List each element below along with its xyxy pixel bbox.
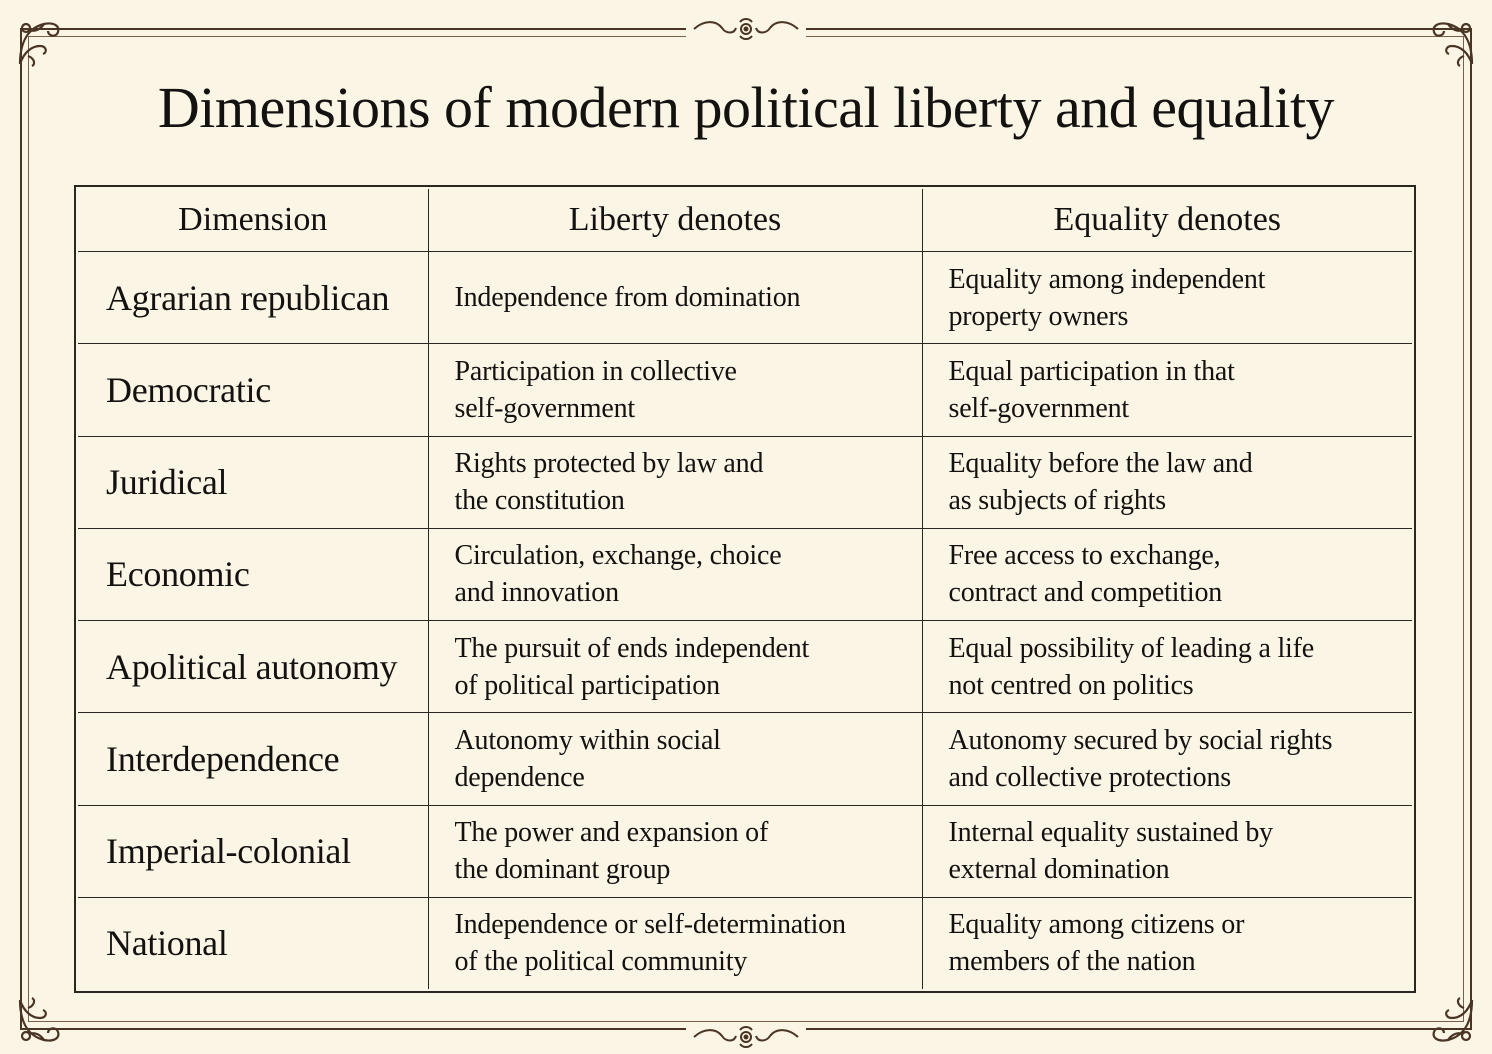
equality-text-line: Equality among independent bbox=[948, 263, 1266, 295]
corner-flourish-icon bbox=[14, 16, 68, 70]
corner-flourish-icon bbox=[1424, 16, 1478, 70]
equality-text-line: Equal possibility of leading a life bbox=[948, 632, 1314, 664]
liberty-text-line: of political participation bbox=[454, 669, 720, 701]
liberty-text-line: The power and expansion of bbox=[454, 817, 769, 849]
table-row bbox=[78, 621, 1412, 713]
table-row bbox=[78, 344, 1412, 436]
dimension-cell: Juridical bbox=[78, 436, 428, 528]
equality-text-line: Autonomy secured by social rights bbox=[948, 724, 1333, 756]
dimension-cell: Imperial-colonial bbox=[78, 805, 428, 897]
table-row bbox=[78, 805, 1412, 897]
table-row bbox=[78, 713, 1412, 805]
equality-cell bbox=[922, 805, 1412, 897]
liberty-text-line: Independence from domination bbox=[454, 282, 801, 314]
table-body bbox=[78, 252, 1412, 990]
dimension-cell: Apolitical autonomy bbox=[78, 621, 428, 713]
column-header-dimension: Dimension bbox=[78, 189, 428, 252]
liberty-cell bbox=[428, 805, 922, 897]
equality-text-line: Equality before the law and bbox=[948, 448, 1253, 480]
column-header-liberty: Liberty denotes bbox=[428, 189, 922, 252]
liberty-text-line: self-government bbox=[454, 392, 635, 424]
equality-text-line: as subjects of rights bbox=[948, 485, 1166, 517]
liberty-text-line: Circulation, exchange, choice bbox=[454, 540, 782, 572]
equality-cell bbox=[922, 344, 1412, 436]
dimension-cell: National bbox=[78, 897, 428, 989]
equality-text-line: external domination bbox=[948, 854, 1170, 886]
dimension-cell: Democratic bbox=[78, 344, 428, 436]
equality-text-line: Internal equality sustained by bbox=[948, 817, 1273, 849]
table-row bbox=[78, 897, 1412, 989]
equality-text-line: property owners bbox=[948, 300, 1129, 332]
liberty-text-line: Participation in collective bbox=[454, 355, 737, 387]
dimension-cell: Economic bbox=[78, 528, 428, 620]
liberty-text-line: The pursuit of ends independent bbox=[454, 632, 810, 664]
liberty-cell bbox=[428, 621, 922, 713]
liberty-cell bbox=[428, 344, 922, 436]
equality-text-line: Equal participation in that bbox=[948, 355, 1235, 387]
equality-cell bbox=[922, 713, 1412, 805]
liberty-cell bbox=[428, 713, 922, 805]
liberty-text-line: Independence or self-determination bbox=[454, 909, 846, 941]
table-row bbox=[78, 436, 1412, 528]
liberty-cell bbox=[428, 528, 922, 620]
liberty-text-line: Autonomy within social bbox=[454, 724, 721, 756]
equality-text-line: not centred on politics bbox=[948, 669, 1194, 701]
equality-text-line: members of the nation bbox=[948, 946, 1196, 978]
comparison-table bbox=[74, 185, 1416, 993]
liberty-cell bbox=[428, 252, 922, 344]
corner-flourish-icon bbox=[1424, 994, 1478, 1048]
liberty-text-line: the dominant group bbox=[454, 854, 671, 886]
column-header-equality: Equality denotes bbox=[922, 189, 1412, 252]
equality-cell bbox=[922, 436, 1412, 528]
scroll-ornament-icon bbox=[686, 1022, 806, 1052]
liberty-text-line: Rights protected by law and bbox=[454, 448, 764, 480]
table-row bbox=[78, 528, 1412, 620]
liberty-text-line: and innovation bbox=[454, 577, 619, 609]
table-header-row bbox=[78, 189, 1412, 252]
page-title: Dimensions of modern political liberty and equality bbox=[157, 75, 1335, 140]
equality-text-line: Free access to exchange, bbox=[948, 540, 1221, 572]
equality-cell bbox=[922, 528, 1412, 620]
equality-text-line: Equality among citizens or bbox=[948, 909, 1245, 941]
equality-text-line: and collective protections bbox=[948, 761, 1231, 793]
corner-flourish-icon bbox=[14, 994, 68, 1048]
liberty-text-line: of the political community bbox=[454, 946, 748, 978]
table-row bbox=[78, 252, 1412, 344]
liberty-text-line: dependence bbox=[454, 761, 585, 793]
equality-text-line: self-government bbox=[948, 392, 1129, 424]
liberty-text-line: the constitution bbox=[454, 485, 625, 517]
equality-cell bbox=[922, 897, 1412, 989]
dimension-cell: Agrarian republican bbox=[78, 252, 428, 344]
dimension-cell: Interdependence bbox=[78, 713, 428, 805]
equality-text-line: contract and competition bbox=[948, 577, 1223, 609]
liberty-cell bbox=[428, 436, 922, 528]
scroll-ornament-icon bbox=[686, 14, 806, 44]
equality-cell bbox=[922, 621, 1412, 713]
equality-cell bbox=[922, 252, 1412, 344]
liberty-cell bbox=[428, 897, 922, 989]
